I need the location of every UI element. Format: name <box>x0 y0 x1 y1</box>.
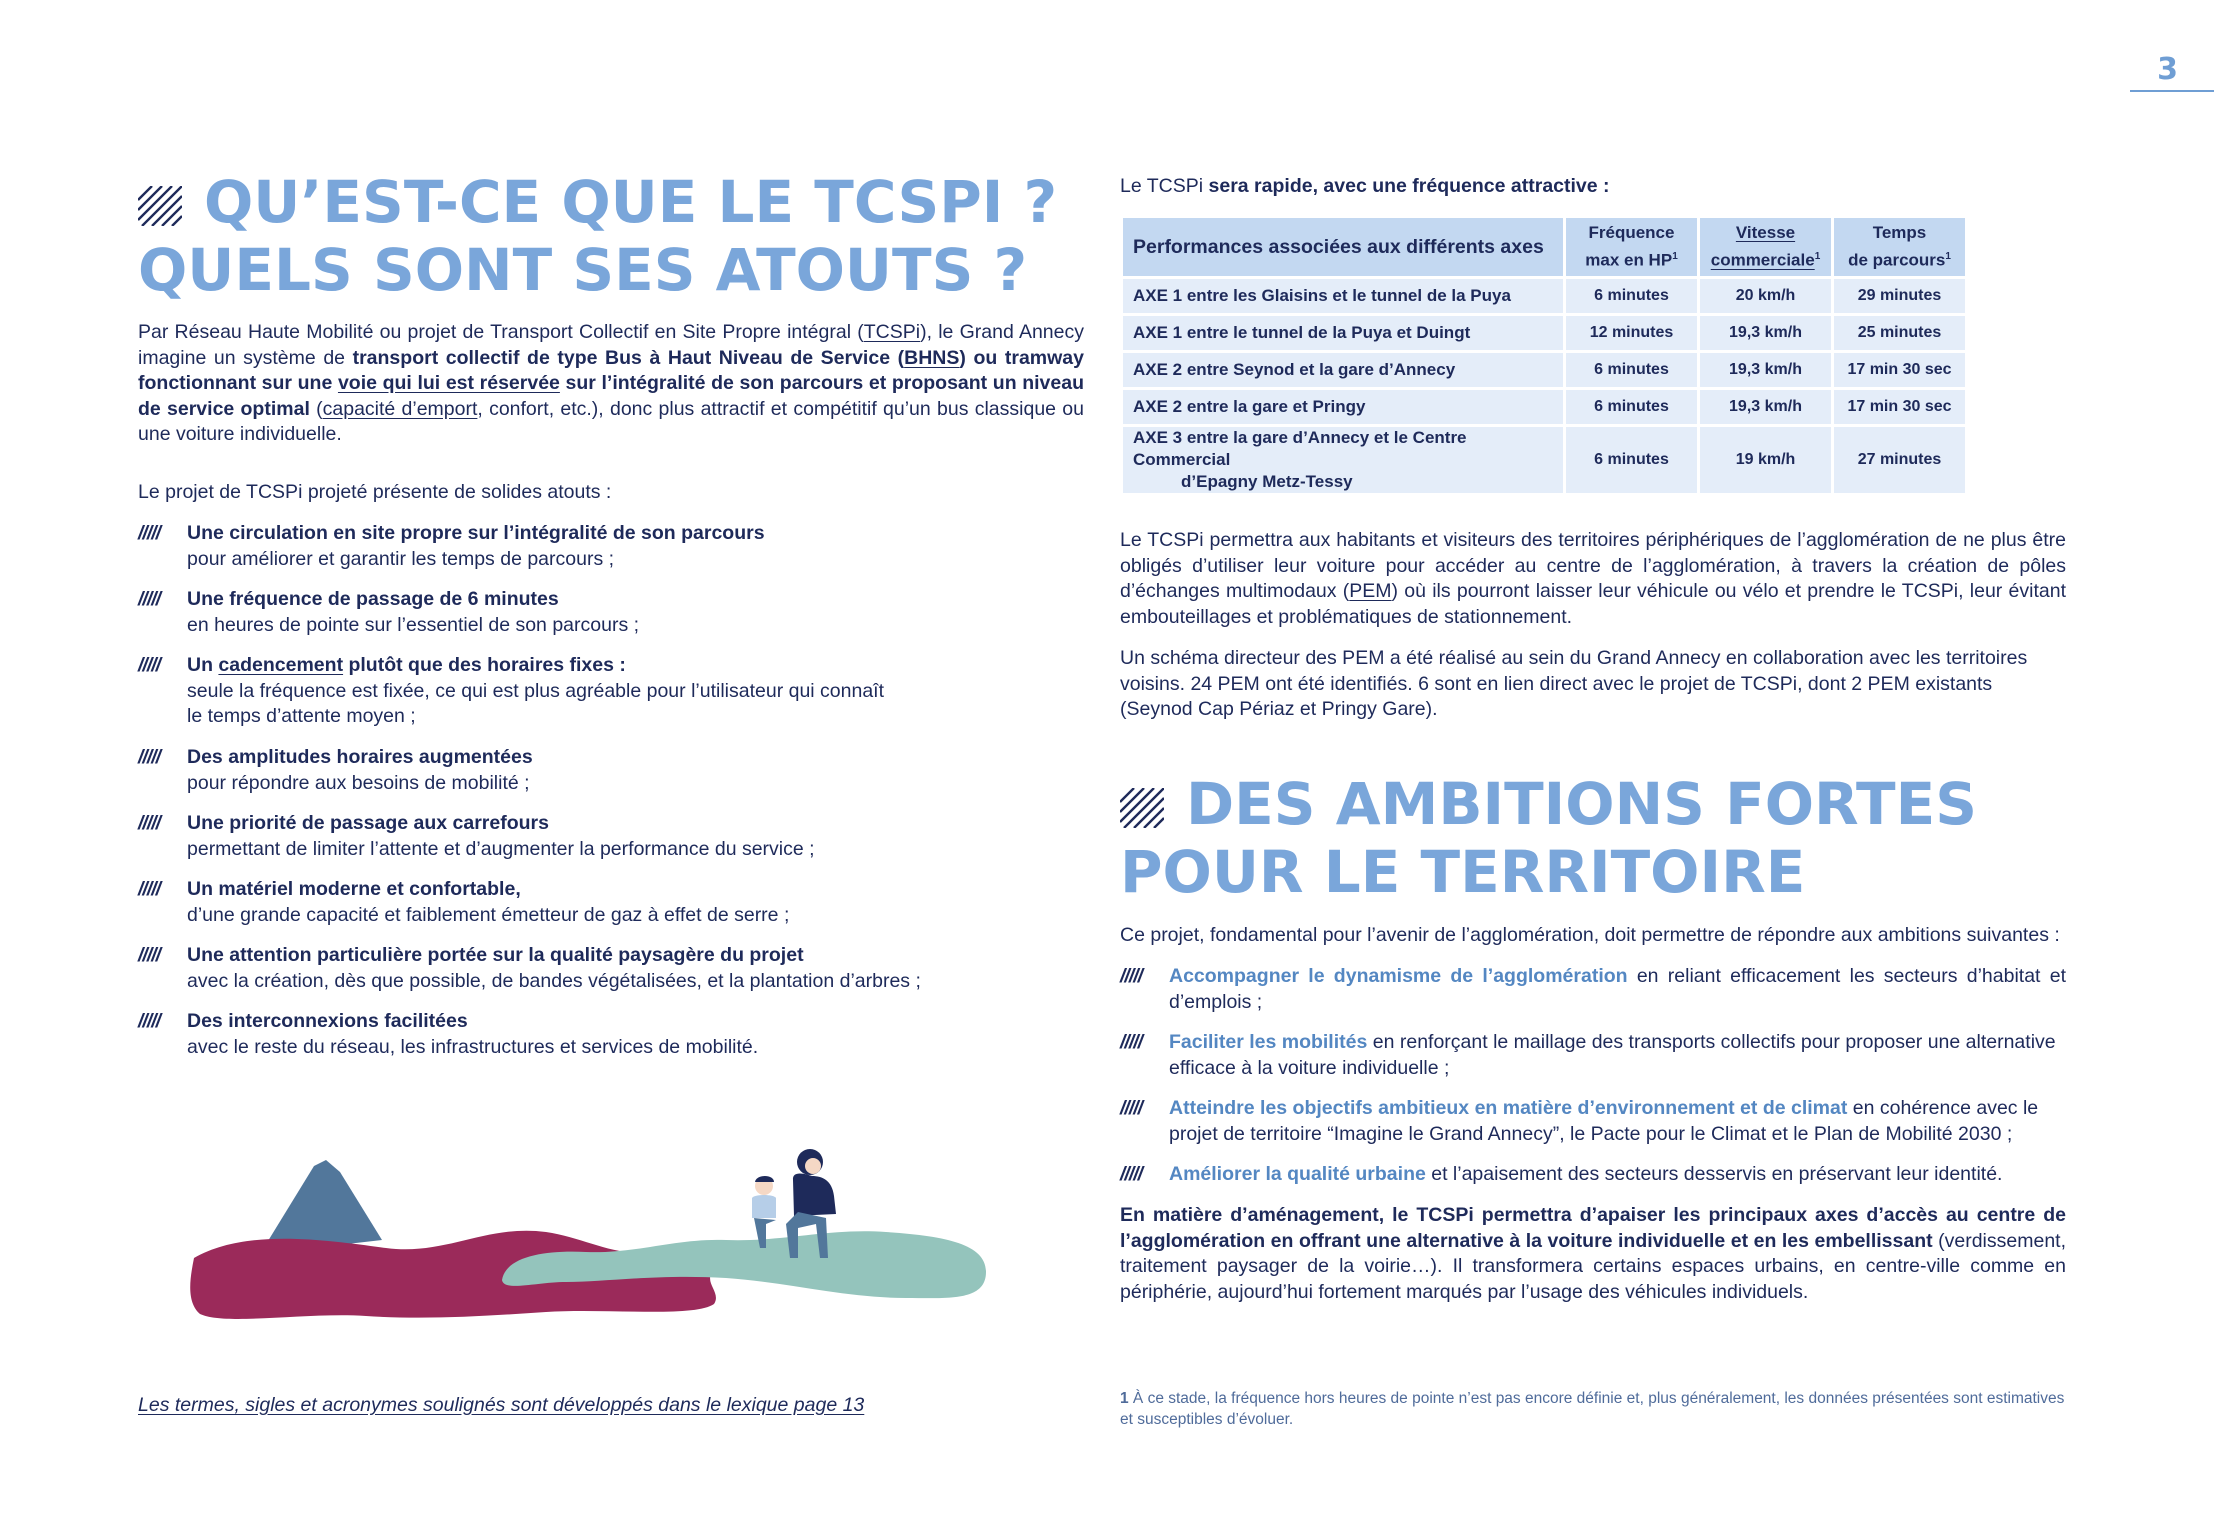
page-number-rule <box>2130 90 2214 92</box>
hatch-icon <box>1120 788 1164 828</box>
main-title <box>138 168 1084 304</box>
list-item: ///// Une fréquence de passage de 6 minutes en heures de pointe sur l’essentiel de son parcours ; <box>138 588 640 636</box>
term-bhns[interactable]: BHNS <box>904 346 960 369</box>
term-capacite-emport[interactable]: capacité d’emport <box>322 397 478 420</box>
term-voie-reservee[interactable]: voie qui lui est réservée <box>337 372 560 394</box>
header-temps: Temps de parcours$^1$ <box>1834 218 1965 276</box>
header-frequence: Fréquence max en $HP^1$ <box>1566 218 1697 276</box>
section-title-line-2: POUR LE TERRITOIRE <box>1120 838 1806 906</box>
header-vitesse: Vitesse commerciale$^1$ <box>1700 218 1831 276</box>
title-line-1: QU’EST-CE QUE LE TCSPI ? <box>204 168 1058 236</box>
list-item: ///// Des interconnexions facilitées avec le reste du réseau, les infrastructures et services de mobilité. <box>138 1010 759 1058</box>
hatch-icon <box>138 186 182 226</box>
table-header-row <box>1123 218 1965 276</box>
section-title-line-1: DES AMBITIONS FORTES <box>1186 770 1978 838</box>
term-pem[interactable]: PEM <box>1349 580 1392 602</box>
list-item: ///// Accompagner le dynamisme de l’agglomération en reliant efficacement les secteurs d’habitat et d’emplois ; <box>1120 965 2066 1013</box>
term-tcspi[interactable]: TCSPi <box>863 321 921 343</box>
intro-paragraph: Par Réseau Haute Mobilité ou projet de Transport Collectif en Site Propre intégral (TCSPi), le Grand Annecy imagine un système de transport collectif de type Bus à Haut Niveau de Service (BHNS) ou tramway fonctionnant sur une voie qui lui est réservée sur l’intégralité de son parcours et proposant un niveau de service optimal (capacité d’emport, confort, etc.), donc plus attractif et compétitif qu’un bus classique ou une voiture individuelle. <box>138 321 1085 445</box>
list-item: ///// Une attention particulière portée sur la qualité paysagère du projet avec la création, dès que possible, de bandes végétalisées, et la plantation d’arbres ; <box>138 944 921 992</box>
header-axes: Performances associées aux différents axes <box>1123 218 1563 276</box>
bullet-slashes: ///// <box>138 522 161 544</box>
list-item: ///// Améliorer la qualité urbaine et l’apaisement des secteurs desservis en préservant leur identité. <box>1120 1163 2003 1185</box>
performance-table <box>1120 215 1968 496</box>
lexique-note[interactable]: Les termes, sigles et acronymes soulignés sont développés dans le lexique page 13 <box>138 1394 865 1416</box>
table-row: AXE 2 entre Seynod et la gare d’Annecy 6 minutes 19,3 km/h 17 min 30 sec <box>1123 353 1965 387</box>
table-row: AXE 1 entre les Glaisins et le tunnel de la Puya 6 minutes 20 km/h 29 minutes <box>1123 279 1965 313</box>
landscape-illustration <box>186 1132 996 1326</box>
table-intro: Le TCSPi sera rapide, avec une fréquence attractive : <box>1120 175 1610 197</box>
list-item: ///// Une circulation en site propre sur l’intégralité de son parcours pour améliorer et garantir les temps de parcours ; <box>138 522 765 570</box>
pem-paragraph-1: Le TCSPi permettra aux habitants et visiteurs des territoires périphériques de l’agglomération de ne plus être obligés d’utiliser leur voiture pour accéder au centre de l’agglomération, à travers la création de pôles d’échanges multimodaux (PEM) où ils pourront laisser leur véhicule ou vélo et prendre le TCSPi, leur évitant embouteillages et problématiques de stationnement. <box>1120 529 2066 628</box>
atouts-intro: Le projet de TCSPi projeté présente de solides atouts : <box>138 481 612 503</box>
list-item: ///// Faciliter les mobilités en renforçant le maillage des transports collectifs pour proposer une alternative efficace à la voiture individuelle ; <box>1120 1031 2056 1079</box>
title-line-2: QUELS SONT SES ATOUTS ? <box>138 236 1028 304</box>
list-item: ///// Atteindre les objectifs ambitieux en matière d’environnement et de climat en cohérence avec le projet de territoire “Imagine le Grand Annecy”, le Pacte pour le Climat et le Plan de Mobilité 2030 ; <box>1120 1097 2039 1145</box>
pem-paragraph-2: Un schéma directeur des PEM a été réalisé au sein du Grand Annecy en collaboration avec les territoires voisins. 24 PEM ont été identifiés. 6 sont en lien direct avec le projet de TCSPi, dont 2 PEM existants (Seynod Cap Périaz et Pringy Gare). <box>1120 647 2028 720</box>
term-vitesse-commerciale[interactable]: Vitesse commerciale <box>1710 223 1815 270</box>
person-child-icon <box>752 1176 776 1248</box>
table-row: AXE 2 entre la gare et Pringy 6 minutes 19,3 km/h 17 min 30 sec <box>1123 390 1965 424</box>
list-item: ///// Des amplitudes horaires augmentées pour répondre aux besoins de mobilité ; <box>138 746 533 794</box>
ambitions-intro: Ce projet, fondamental pour l’avenir de l’agglomération, doit permettre de répondre aux ambitions suivantes : <box>1120 924 2060 946</box>
list-item: ///// Un matériel moderne et confortable, d’une grande capacité et faiblement émetteur de gaz à effet de serre ; <box>138 878 790 926</box>
list-item: ///// Un cadencement plutôt que des horaires fixes : seule la fréquence est fixée, ce qui est plus agréable pour l’utilisateur qui connaît le temps d’attente moyen ; <box>138 654 885 727</box>
footnote: 1 À ce stade, la fréquence hors heures de pointe n’est pas encore définie et, plus généralement, les données présentées sont estimatives et susceptibles d’évoluer. <box>1120 1390 2065 1428</box>
page-number: 3 <box>2157 52 2178 87</box>
table-row: AXE 1 entre le tunnel de la Puya et Duingt 12 minutes 19,3 km/h 25 minutes <box>1123 316 1965 350</box>
term-cadencement[interactable]: cadencement <box>218 654 344 676</box>
closing-paragraph: En matière d’aménagement, le TCSPi permettra d’apaiser les principaux axes d’accès au centre de l’agglomération en offrant une alternative à la voiture individuelle et en les embellissant (verdissement, traitement paysager de la voirie…). Il transformera certains espaces urbains, en centre-ville comme en périphérie, aujourd’hui fortement marqués par l’usage des véhicules individuels. <box>1120 1204 2066 1303</box>
list-item: ///// Une priorité de passage aux carrefours permettant de limiter l’attente et d’augmenter la performance du service ; <box>138 812 815 860</box>
table-row: AXE 3 entre la gare d’Annecy et le Centre Commercial d’Epagny Metz-Tessy 6 minutes 19 km/h 27 minutes <box>1123 427 1965 493</box>
section-title <box>1120 770 2066 906</box>
